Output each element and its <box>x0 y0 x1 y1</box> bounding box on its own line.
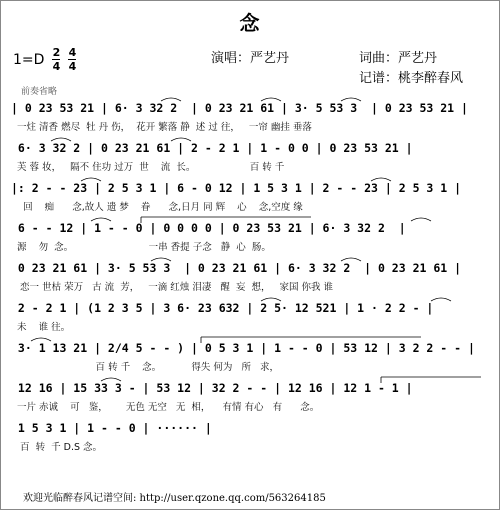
score-line-5 <box>11 255 491 295</box>
score-line-7 <box>11 335 491 375</box>
key-signature <box>13 47 76 72</box>
lyrics-line: 一片 赤诚 可 鉴， 无色 无空 无 相， 有情 有心 有 念。 <box>11 402 320 413</box>
song-title: 念 <box>239 11 261 35</box>
intro-omitted-label: 前奏省略 <box>21 87 58 97</box>
lyrics-line: 回 痴 念,故人 遗 梦 眷 念,日月 同 辉 心 念,空度 缘 <box>11 202 303 213</box>
score-line-4 <box>11 215 491 255</box>
notation-line: 6 - - 12 | 1 - - 0 | 0 0 0 0 | 0 23 53 21 | 6· 3 32 2 | <box>11 221 406 235</box>
score-line-1 <box>11 95 491 135</box>
lyrics-line: 恋一 世枯 荣万 古 流 芳， 一滴 红烛 泪凄 醒 妄 想， 家国 你我 谁 <box>11 282 334 293</box>
lyrics-line: 未 谁 往。 <box>11 322 71 333</box>
lyrics-line: 芙 蓉 妆， 隔不 住功 过万 世 流 长。 百 转 千 <box>11 162 285 173</box>
score-line-6 <box>11 295 491 335</box>
lyrics-line: 百 转 千 D.S 念。 <box>11 442 103 453</box>
notation-line: |: 2 - - 23 | 2 5 3 1 | 6 - 0 12 | 1 5 3 1 | 2 - - 23 | 2 5 3 1 | <box>11 181 462 195</box>
score-line-2 <box>11 135 491 175</box>
notation-line: 12 16 | 15 33 3 - | 53 12 | 32 2 - - | 12 16 | 12 1 - 1 | <box>11 381 413 395</box>
score-line-8 <box>11 375 491 415</box>
transcriber-credit: 记谱：桃李醉春风 <box>359 71 464 86</box>
performer-credit: 演唱：严艺丹 <box>211 51 290 66</box>
notation-line: | 0 23 53 21 | 6· 3 32 2 | 0 23 21 61 | 3· 5 53 3 | 0 23 53 21 | <box>11 101 468 115</box>
time-signature-first: $\frac{2}{4}$ <box>52 46 61 73</box>
lyrics-line: 源 勿 念。 一串 香提 子念 静 心 肠。 <box>11 242 271 253</box>
notation-line: 3· 1 13 21 | 2/4 5 - - ) | 0 5 3 1 | 1 - - 0 | 53 12 | 3 2 2 - - | <box>11 341 475 355</box>
lyrics-line: 一炷 清香 燃尽 牡 丹 伤， 花开 繁落 静 述 过 往， 一帘 幽挂 垂落 <box>11 122 312 133</box>
time-signature-second: $\frac{4}{4}$ <box>68 46 77 73</box>
footer-link-text: 欢迎光临醉春风记谱空间: http://user.qzone.qq.com/563264185 <box>23 493 326 504</box>
lyrics-line: 百 转 千 念。 得失 何为 所 求， <box>11 362 280 373</box>
notation-line: 2 - 2 1 | (1 2 3 5 | 3 6· 23 632 | 2 5· 12 521 | 1 · 2 2 - | <box>11 301 434 315</box>
score-line-9 <box>11 415 491 455</box>
lyricist-credit: 词曲：严艺丹 <box>359 51 438 66</box>
notation-line: 0 23 21 61 | 3· 5 53 3 | 0 23 21 61 | 6· 3 32 2 | 0 23 21 61 | <box>11 261 462 275</box>
notation-line: 1 5 3 1 | 1 - - 0 | ······ | <box>11 421 212 435</box>
score-line-3 <box>11 175 491 215</box>
notation-line: 6· 3 32 2 | 0 23 21 61 | 2 - 2 1 | 1 - 0 0 | 0 23 53 21 | <box>11 141 413 155</box>
score-body <box>11 95 491 455</box>
key-label: 1=D <box>13 51 45 68</box>
